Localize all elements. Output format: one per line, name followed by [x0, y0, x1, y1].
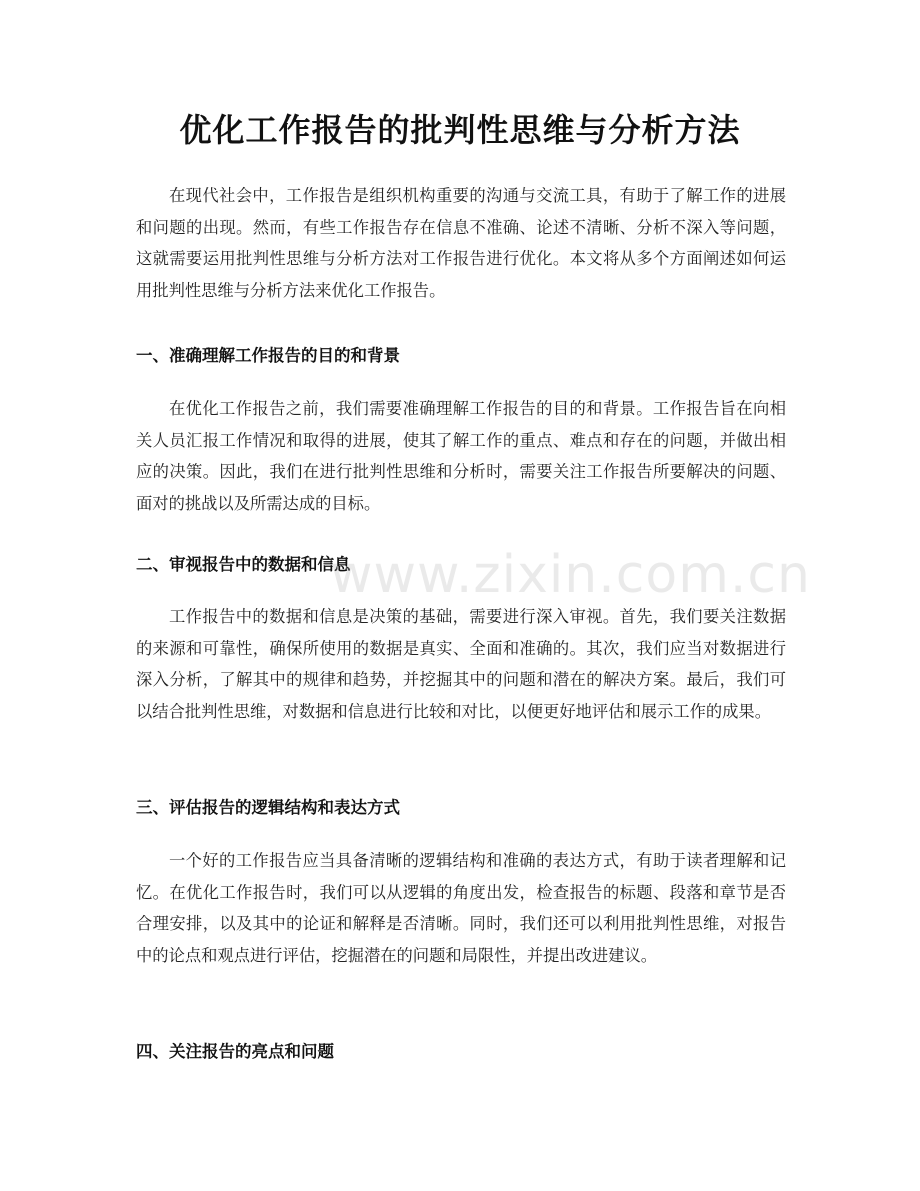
- section-heading-4: 四、关注报告的亮点和问题: [136, 1042, 334, 1061]
- watermark: www.zixin.com.cn: [330, 545, 811, 605]
- section-heading-1: 一、准确理解工作报告的目的和背景: [136, 346, 400, 365]
- intro-paragraph: 在现代社会中，工作报告是组织机构重要的沟通与交流工具，有助于了解工作的进展和问题的出现。然而，有些工作报告存在信息不准确、论述不清晰、分析不深入等问题，这就需要运用批判性思维与分析方法对工作报告进行优化。本文将从多个方面阐述如何运用批判性思维与分析方法来优化工作报告。: [136, 186, 786, 301]
- section-paragraph-2: 工作报告中的数据和信息是决策的基础，需要进行深入审视。首先，我们要关注数据的来源和可靠性，确保所使用的数据是真实、全面和准确的。其次，我们应当对数据进行深入分析，了解其中的规律和趋势，并挖掘其中的问题和潜在的解决方案。最后，我们可以结合批判性思维，对数据和信息进行比较和对比，以便更好地评估和展示工作的成果。: [136, 607, 786, 722]
- section-heading-2: 二、审视报告中的数据和信息: [136, 555, 351, 574]
- section-paragraph-1: 在优化工作报告之前，我们需要准确理解工作报告的目的和背景。工作报告旨在向相关人员汇报工作情况和取得的进展，使其了解工作的重点、难点和存在的问题，并做出相应的决策。因此，我们在进行批判性思维和分析时，需要关注工作报告所要解决的问题、面对的挑战以及所需达成的目标。: [136, 399, 786, 514]
- section-paragraph-3: 一个好的工作报告应当具备清晰的逻辑结构和准确的表达方式，有助于读者理解和记忆。在优化工作报告时，我们可以从逻辑的角度出发，检查报告的标题、段落和章节是否合理安排，以及其中的论证和解释是否清晰。同时，我们还可以利用批判性思维，对报告中的论点和观点进行评估，挖掘潜在的问题和局限性，并提出改进建议。: [136, 851, 786, 966]
- section-heading-3: 三、评估报告的逻辑结构和表达方式: [136, 798, 400, 817]
- document-title: 优化工作报告的批判性思维与分析方法: [179, 111, 741, 149]
